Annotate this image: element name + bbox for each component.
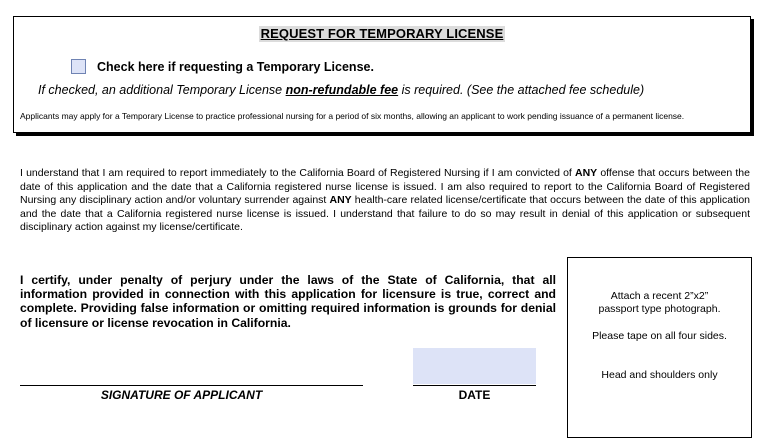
signature-label: SIGNATURE OF APPLICANT: [100, 388, 263, 402]
photo-instruction-tape: Please tape on all four sides.: [592, 330, 727, 342]
photo-instruction-head: Head and shoulders only: [601, 369, 718, 381]
photo-line-1: Attach a recent 2”x2”: [610, 290, 709, 302]
para-any-1: ANY: [575, 167, 598, 179]
date-label: DATE: [458, 388, 491, 402]
checkbox-label: Check here if requesting a Temporary License.: [97, 59, 374, 74]
fee-prefix: If checked, an additional Temporary License: [38, 83, 286, 97]
certification-statement: I certify, under penalty of perjury under the laws of the State of California, that all information provided in connection with this application for licensure is true, correct and complete. Providing false information or omitting required information is grounds for denial of licensure or license revocation in California.: [20, 273, 556, 330]
temporary-license-box: [13, 16, 751, 133]
photo-line-2: passport type photograph.: [598, 303, 721, 315]
fee-emphasis: non-refundable fee: [285, 83, 399, 97]
temporary-license-title-text: REQUEST FOR TEMPORARY LICENSE: [260, 26, 504, 41]
temporary-license-title: [14, 25, 750, 43]
temporary-license-check-row: [71, 59, 374, 74]
date-field[interactable]: [413, 348, 536, 384]
reporting-obligation-paragraph: [20, 167, 750, 235]
para-part-3: health-care related license/certificate that occurs between the date of this application and the date that a California registered nurse license is issued. I understand that failure to do so may result in denial of this application or subsequent disciplinary action against my license/certificate.: [20, 194, 750, 233]
para-part-2: offense that occurs between the date of this application and the date that a California registered nurse license is issued. I am also required to report to the California Board of Registered Nursing any disciplinary action and/or voluntary surrender against: [20, 167, 750, 206]
fee-suffix: is required. (See the attached fee schedule): [398, 83, 645, 97]
date-line: [413, 385, 536, 386]
signature-line[interactable]: [20, 385, 363, 386]
photo-attachment-box: [567, 257, 752, 438]
temporary-license-note: Applicants may apply for a Temporary License to practice professional nursing for a period of six months, allowing an applicant to work pending issuance of a permanent license.: [20, 111, 685, 121]
para-part-1: I understand that I am required to report immediately to the California Board of Registered Nursing if I am convicted of: [20, 167, 575, 179]
fee-notice: [38, 83, 644, 97]
para-any-2: ANY: [329, 194, 352, 206]
temporary-license-checkbox[interactable]: [71, 59, 86, 74]
photo-instruction-size: [568, 290, 751, 316]
